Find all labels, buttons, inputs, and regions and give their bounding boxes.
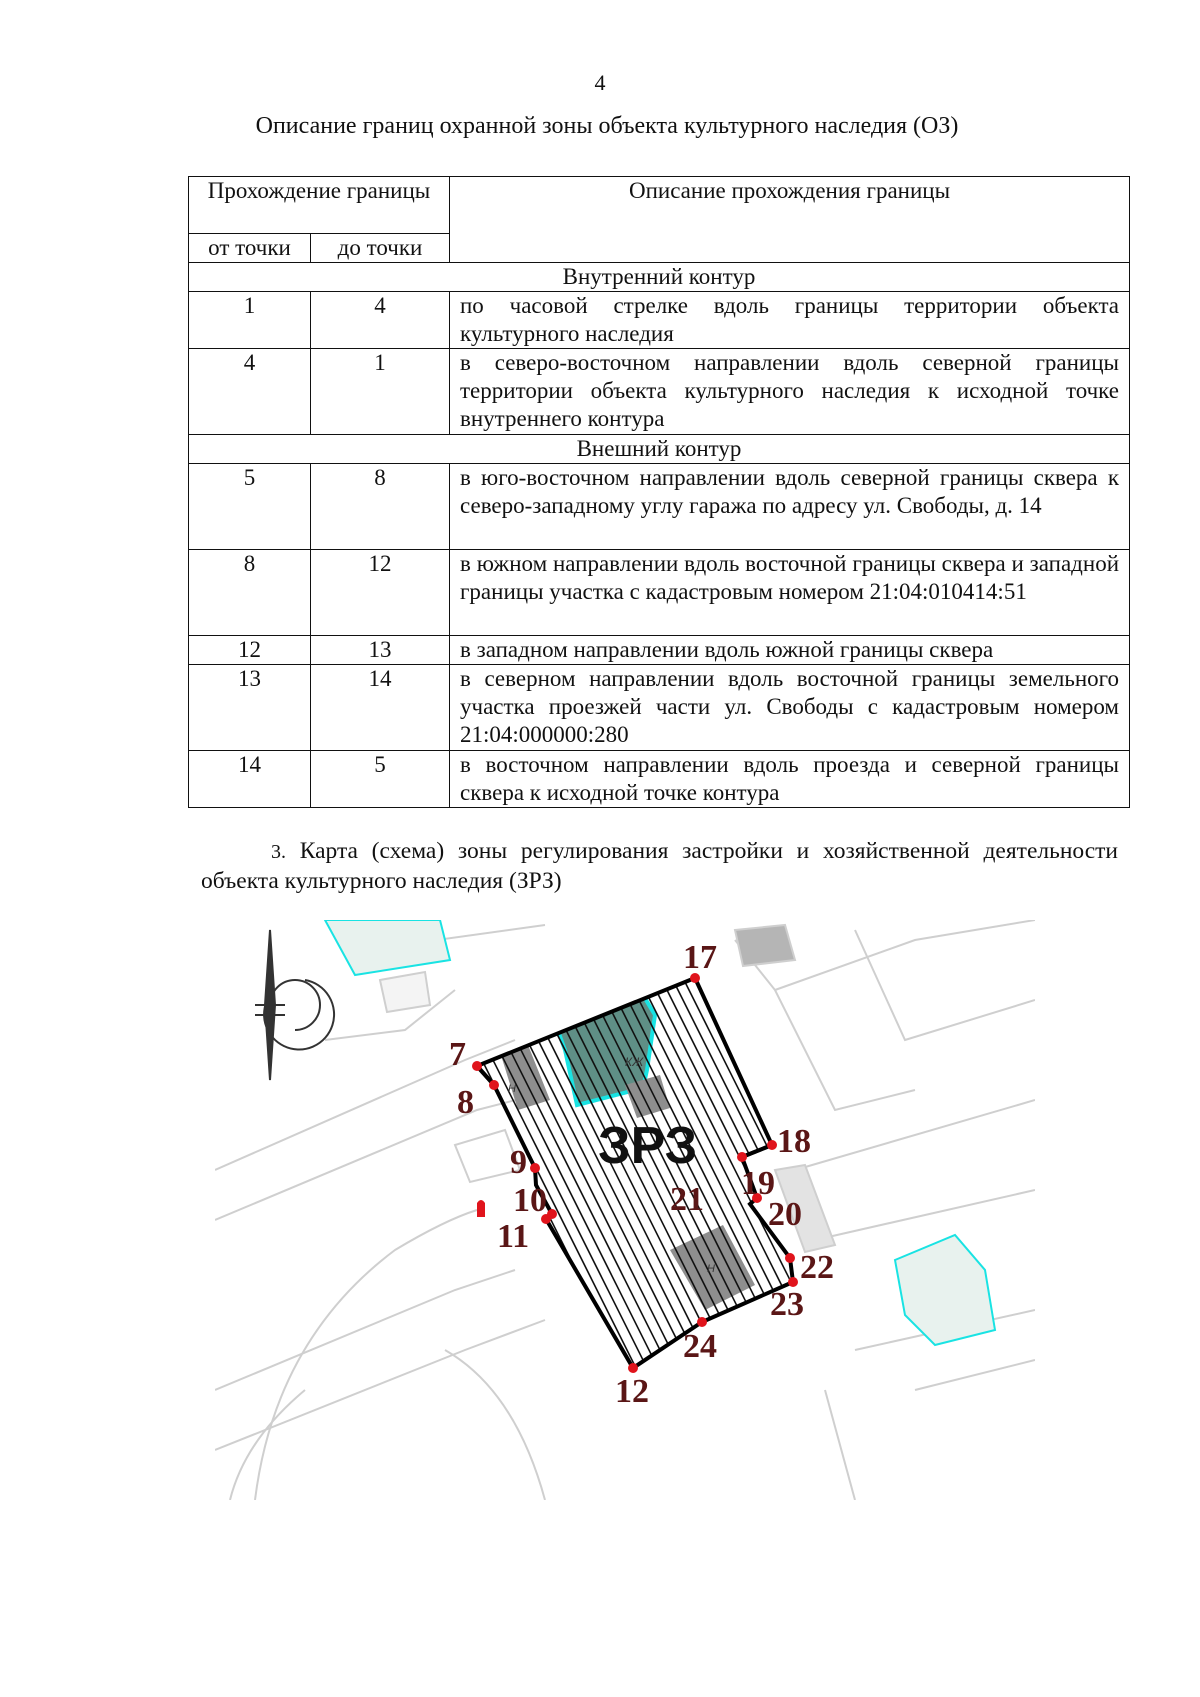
- point-label: 7: [449, 1036, 466, 1073]
- building-label-n: Н: [707, 1263, 715, 1275]
- cell-from: 12: [189, 636, 311, 665]
- point-19: [737, 1152, 747, 1162]
- point-label: 18: [777, 1123, 811, 1160]
- table-row: [189, 636, 1130, 665]
- point-label: 21: [670, 1181, 704, 1218]
- header-passage: Прохождение границы: [189, 177, 450, 234]
- cell-description: в западном направлении вдоль южной границы сквера: [450, 636, 1130, 665]
- point-label: 8: [457, 1084, 474, 1121]
- point-12: [628, 1363, 638, 1373]
- header-description: Описание прохождения границы: [450, 177, 1130, 263]
- point-label: 19: [741, 1165, 775, 1202]
- table-row: [189, 349, 1130, 435]
- point-9: [530, 1163, 540, 1173]
- cell-to: 1: [311, 349, 450, 435]
- document-title: Описание границ охранной зоны объекта культурного наследия (ОЗ): [255, 113, 959, 139]
- point-label: 11: [497, 1218, 530, 1255]
- monument-icon: [477, 1200, 485, 1217]
- point-label: 22: [800, 1249, 834, 1286]
- point-label: 20: [768, 1196, 802, 1233]
- zone-label: ЗРЗ: [598, 1117, 698, 1175]
- cell-description: в юго-восточном направлении вдоль северной границы сквера к северо-западному углу гаража по адресу ул. Свободы, д. 14: [450, 464, 1130, 550]
- point-7: [472, 1061, 482, 1071]
- section-inner-contour: Внутренний контур: [189, 263, 1130, 292]
- building-label-n: Н: [508, 1083, 516, 1095]
- cell-description: в северном направлении вдоль восточной границы земельного участка проезжей части ул. Свободы с кадастровым номером 21:04:000000:280: [450, 665, 1130, 751]
- cell-to: 8: [311, 464, 450, 550]
- point-8: [489, 1080, 499, 1090]
- cell-to: 12: [311, 550, 450, 636]
- cell-from: 8: [189, 550, 311, 636]
- point-label: 12: [615, 1373, 649, 1410]
- table-row: [189, 550, 1130, 636]
- header-to-point: до точки: [311, 234, 450, 263]
- cell-from: 4: [189, 349, 311, 435]
- point-24: [697, 1317, 707, 1327]
- point-label: 24: [683, 1328, 717, 1365]
- cell-to: 4: [311, 292, 450, 349]
- header-from-point: от точки: [189, 234, 311, 263]
- cell-to: 13: [311, 636, 450, 665]
- cell-description: в восточном направлении вдоль проезда и северной границы сквера к исходной точке контура: [450, 751, 1130, 808]
- point-label: 10: [513, 1182, 547, 1219]
- map-canvas: [215, 920, 1035, 1500]
- cell-description: по часовой стрелке вдоль границы территории объекта культурного наследия: [450, 292, 1130, 349]
- cell-description: в северо-восточном направлении вдоль северной границы территории объекта культурного наследия к исходной точке внутреннего контура: [450, 349, 1130, 435]
- cell-from: 13: [189, 665, 311, 751]
- cell-from: 5: [189, 464, 311, 550]
- cell-from: 14: [189, 751, 311, 808]
- cell-to: 14: [311, 665, 450, 751]
- cell-from: 1: [189, 292, 311, 349]
- section-outer-contour: Внешний контур: [189, 435, 1130, 464]
- section-3-number: 3.: [271, 841, 286, 863]
- table-row: [189, 665, 1130, 751]
- point-label: 9: [510, 1144, 527, 1181]
- table-row: [189, 292, 1130, 349]
- point-18: [767, 1140, 777, 1150]
- building-label-kzh: КЖ: [625, 1055, 644, 1069]
- section-3-paragraph: [201, 837, 1118, 896]
- zrz-map: [215, 920, 1035, 1500]
- boundary-table: [188, 176, 1130, 808]
- table-row: [189, 751, 1130, 808]
- page-number: 4: [594, 70, 606, 95]
- point-22: [785, 1253, 795, 1263]
- point-label: 23: [770, 1286, 804, 1323]
- cell-to: 5: [311, 751, 450, 808]
- cell-description: в южном направлении вдоль восточной границы сквера и западной границы участка с кадастровым номером 21:04:010414:51: [450, 550, 1130, 636]
- section-3-text: Карта (схема) зоны регулирования застройки и хозяйственной деятельности объекта культурного наследия (ЗРЗ): [201, 838, 1119, 894]
- point-label: 17: [683, 939, 717, 976]
- table-row: [189, 464, 1130, 550]
